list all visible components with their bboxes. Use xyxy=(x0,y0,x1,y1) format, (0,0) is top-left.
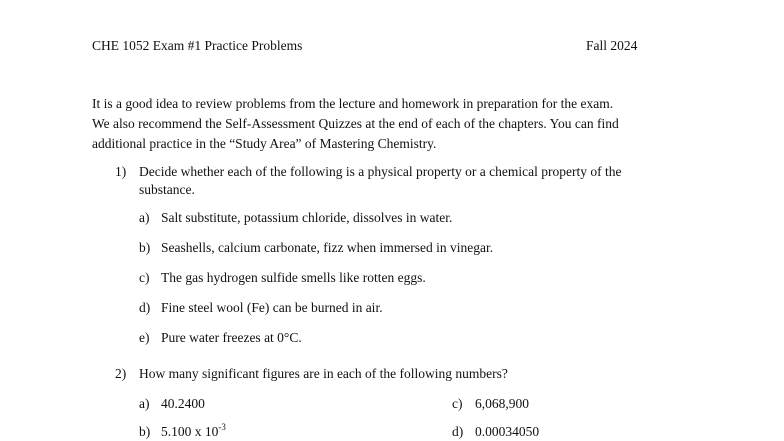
intro-line: It is a good idea to review problems from the lecture and homework in preparation for the exam. xyxy=(92,96,614,111)
q2-item-text: 40.2400 xyxy=(161,396,205,411)
q1-item-text: Fine steel wool (Fe) can be burned in air. xyxy=(161,300,383,315)
q1-item-label: c) xyxy=(139,270,150,285)
q2-item-text: 0.00034050 xyxy=(475,424,540,439)
q2-item-label: c) xyxy=(452,396,463,411)
question-1-text: Decide whether each of the following is a physical property or a chemical property of the xyxy=(139,164,622,179)
question-2-text: How many significant figures are in each of the following numbers? xyxy=(139,366,508,381)
q1-item-text: The gas hydrogen sulfide smells like rotten eggs. xyxy=(161,270,426,285)
q2-item-exponent: -3 xyxy=(218,422,226,432)
q2-item-mantissa: 5.100 x 10 xyxy=(161,424,219,439)
intro-line: additional practice in the “Study Area” of Mastering Chemistry. xyxy=(92,136,437,151)
q1-item-text: Seashells, calcium carbonate, fizz when immersed in vinegar. xyxy=(161,240,494,255)
q2-item-text-sci xyxy=(161,424,226,440)
q2-item-label: a) xyxy=(139,396,150,411)
q1-item-text: Salt substitute, potassium chloride, dissolves in water. xyxy=(161,210,453,225)
question-1-number: 1) xyxy=(115,164,127,179)
q1-item-label: a) xyxy=(139,210,150,225)
question-1-text-cont: substance. xyxy=(139,182,195,197)
intro-line: We also recommend the Self-Assessment Quizzes at the end of each of the chapters. You can find xyxy=(92,116,619,131)
q1-item-label: e) xyxy=(139,330,150,345)
term-label: Fall 2024 xyxy=(586,38,638,53)
q1-item-label: d) xyxy=(139,300,151,315)
q1-item-label: b) xyxy=(139,240,151,255)
q2-item-text: 6,068,900 xyxy=(475,396,529,411)
intro-paragraph xyxy=(92,94,702,154)
q2-item-label: b) xyxy=(139,424,151,439)
q2-item-label: d) xyxy=(452,424,464,439)
q1-item-text: Pure water freezes at 0°C. xyxy=(161,330,302,345)
page-title: CHE 1052 Exam #1 Practice Problems xyxy=(92,38,303,53)
question-2-number: 2) xyxy=(115,366,127,381)
